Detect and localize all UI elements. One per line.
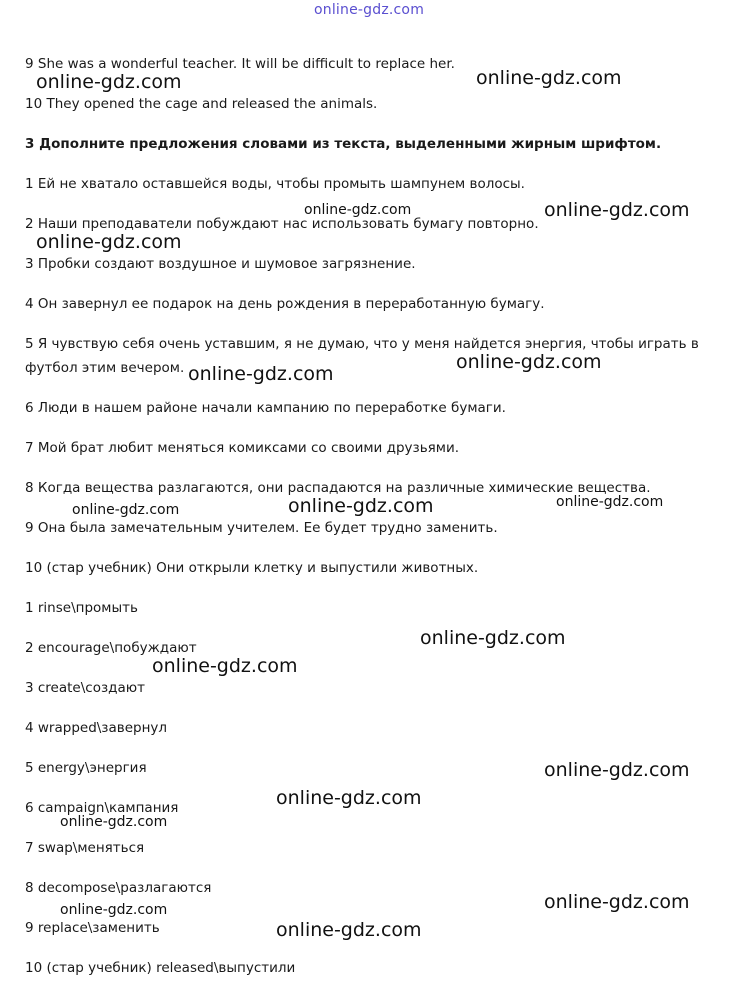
watermark: online-gdz.com xyxy=(544,891,690,913)
section-heading: 3 Дополните предложения словами из текста, выделенными жирным шрифтом. xyxy=(25,136,662,152)
answer-line: 8 decompose\разлагаются xyxy=(25,880,212,896)
watermark: online-gdz.com xyxy=(276,919,422,941)
watermark: online-gdz.com xyxy=(556,494,664,510)
watermark: online-gdz.com xyxy=(72,502,180,518)
text-line: 4 Он завернул ее подарок на день рождения в переработанную бумагу. xyxy=(25,296,545,312)
watermark: online-gdz.com xyxy=(60,902,168,918)
watermark: online-gdz.com xyxy=(456,351,602,373)
watermark: online-gdz.com xyxy=(36,71,182,93)
text-line: 10 (стар учебник) Они открыли клетку и выпустили животных. xyxy=(25,560,479,576)
text-line: 1 Ей не хватало оставшейся воды, чтобы промыть шампунем волосы. xyxy=(25,176,525,192)
text-line: 7 Мой брат любит меняться комиксами со своими друзьями. xyxy=(25,440,460,456)
answer-line: 5 energy\энергия xyxy=(25,760,147,776)
watermark: online-gdz.com xyxy=(36,231,182,253)
watermark: online-gdz.com xyxy=(420,627,566,649)
text-line: 6 Люди в нашем районе начали кампанию по переработке бумаги. xyxy=(25,400,506,416)
text-line: 3 Пробки создают воздушное и шумовое загрязнение. xyxy=(25,256,416,272)
answer-line: 9 replace\заменить xyxy=(25,920,160,936)
text-line: 2 Наши преподаватели побуждают нас использовать бумагу повторно. xyxy=(25,216,539,232)
text-line: 9 Она была замечательным учителем. Ее будет трудно заменить. xyxy=(25,520,498,536)
watermark: online-gdz.com xyxy=(276,787,422,809)
watermark: online-gdz.com xyxy=(544,759,690,781)
answer-line: 4 wrapped\завернул xyxy=(25,720,168,736)
watermark: online-gdz.com xyxy=(288,495,434,517)
watermark: online-gdz.com xyxy=(544,199,690,221)
answer-line: 2 encourage\побуждают xyxy=(25,640,197,656)
answer-line: 7 swap\меняться xyxy=(25,840,145,856)
watermark: online-gdz.com xyxy=(152,655,298,677)
answer-line: 3 create\создают xyxy=(25,680,145,696)
header-watermark: online-gdz.com xyxy=(314,2,425,18)
watermark: online-gdz.com xyxy=(188,363,334,385)
answer-line: 10 (стар учебник) released\выпустили xyxy=(25,960,296,976)
watermark: online-gdz.com xyxy=(476,67,622,89)
answer-line: 6 campaign\кампания xyxy=(25,800,179,816)
answer-line: 1 rinse\промыть xyxy=(25,600,138,616)
watermark: online-gdz.com xyxy=(60,814,168,830)
text-line: футбол этим вечером. xyxy=(25,360,185,376)
watermark: online-gdz.com xyxy=(304,202,412,218)
text-line: 10 They opened the cage and released the animals. xyxy=(25,96,378,112)
text-line: 5 Я чувствую себя очень уставшим, я не думаю, что у меня найдется энергия, чтобы играть в xyxy=(25,336,699,352)
text-line: 9 She was a wonderful teacher. It will be difficult to replace her. xyxy=(25,56,455,72)
text-line: 8 Когда вещества разлагаются, они распадаются на различные химические вещества. xyxy=(25,480,651,496)
